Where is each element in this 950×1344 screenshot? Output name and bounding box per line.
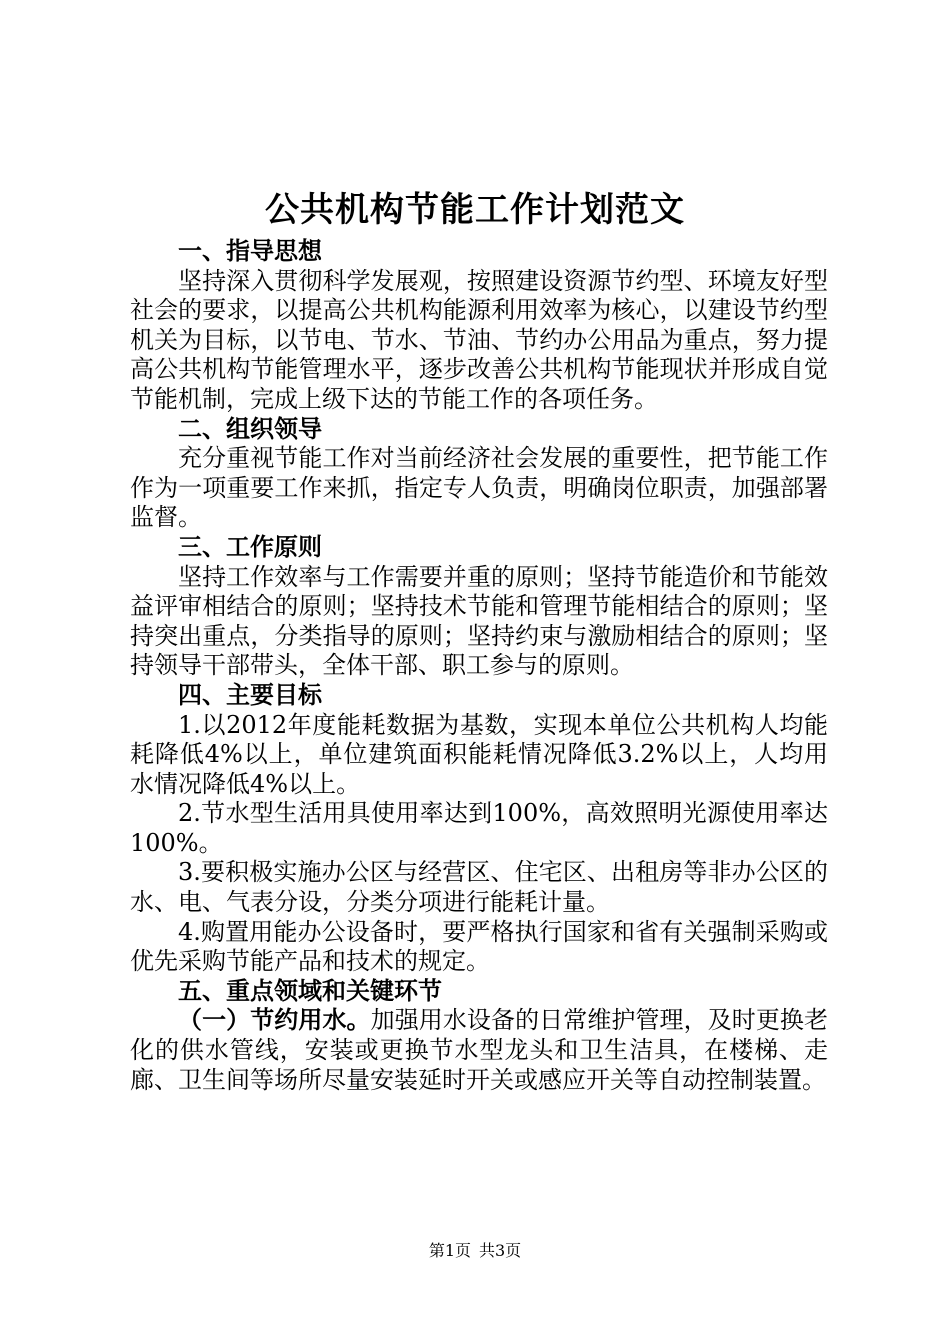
section-3-paragraph: 坚持工作效率与工作需要并重的原则；坚持节能造价和节能效益评审相结合的原则；坚持技术节能和管理节能相结合的原则；坚持突出重点，分类指导的原则；坚持约束与激励相结合的原则；坚持领导干部带头，全体干部、职工参与的原则。 bbox=[130, 562, 828, 680]
section-4-item-4: 4.购置用能办公设备时，要严格执行国家和省有关强制采购或优先采购节能产品和技术的规定。 bbox=[130, 917, 828, 976]
section-5-lead: （一）节约用水。 bbox=[178, 1006, 371, 1035]
section-heading-1: 一、指导思想 bbox=[178, 237, 322, 265]
section-5-paragraph bbox=[130, 1006, 828, 1095]
section-4-item-3: 3.要积极实施办公区与经营区、住宅区、出租房等非办公区的水、电、气表分设，分类分项进行能耗计量。 bbox=[130, 858, 828, 917]
section-heading-4: 四、主要目标 bbox=[178, 680, 322, 709]
page-footer bbox=[0, 1240, 950, 1262]
document-body bbox=[130, 237, 828, 1095]
section-1-paragraph: 坚持深入贯彻科学发展观，按照建设资源节约型、环境友好型社会的要求，以提高公共机构能源利用效率为核心，以建设节约型机关为目标，以节电、节水、节油、节约办公用品为重点，努力提高公共机构节能管理水平，逐步改善公共机构节能现状并形成自觉节能机制，完成上级下达的节能工作的各项任务。 bbox=[130, 266, 828, 413]
section-heading-2: 二、组织领导 bbox=[178, 414, 322, 443]
section-2-paragraph: 充分重视节能工作对当前经济社会发展的重要性，把节能工作作为一项重要工作来抓，指定专人负责，明确岗位职责，加强部署监督。 bbox=[130, 444, 828, 532]
section-4-item-1: 1.以2012年度能耗数据为基数，实现本单位公共机构人均能耗降低4%以上，单位建筑面积能耗情况降低3.2%以上，人均用水情况降低4%以上。 bbox=[130, 710, 828, 798]
page-total: 共3页 bbox=[479, 1241, 522, 1260]
page-number: 第1页 bbox=[428, 1241, 471, 1260]
section-5-text: 加强用水设备的日常维护管理，及时更换老化的供水管线，安装或更换节水型龙头和卫生洁具，在楼梯、走廊、卫生间等场所尽量安装延时开关或感应开关等自动控制装置。 bbox=[130, 1006, 829, 1094]
section-4-item-2: 2.节水型生活用具使用率达到100%，高效照明光源使用率达100%。 bbox=[130, 799, 828, 857]
document-title: 公共机构节能工作计划范文 bbox=[265, 190, 685, 230]
section-heading-5: 五、重点领域和关键环节 bbox=[178, 976, 442, 1005]
section-heading-3: 三、工作原则 bbox=[178, 532, 322, 561]
